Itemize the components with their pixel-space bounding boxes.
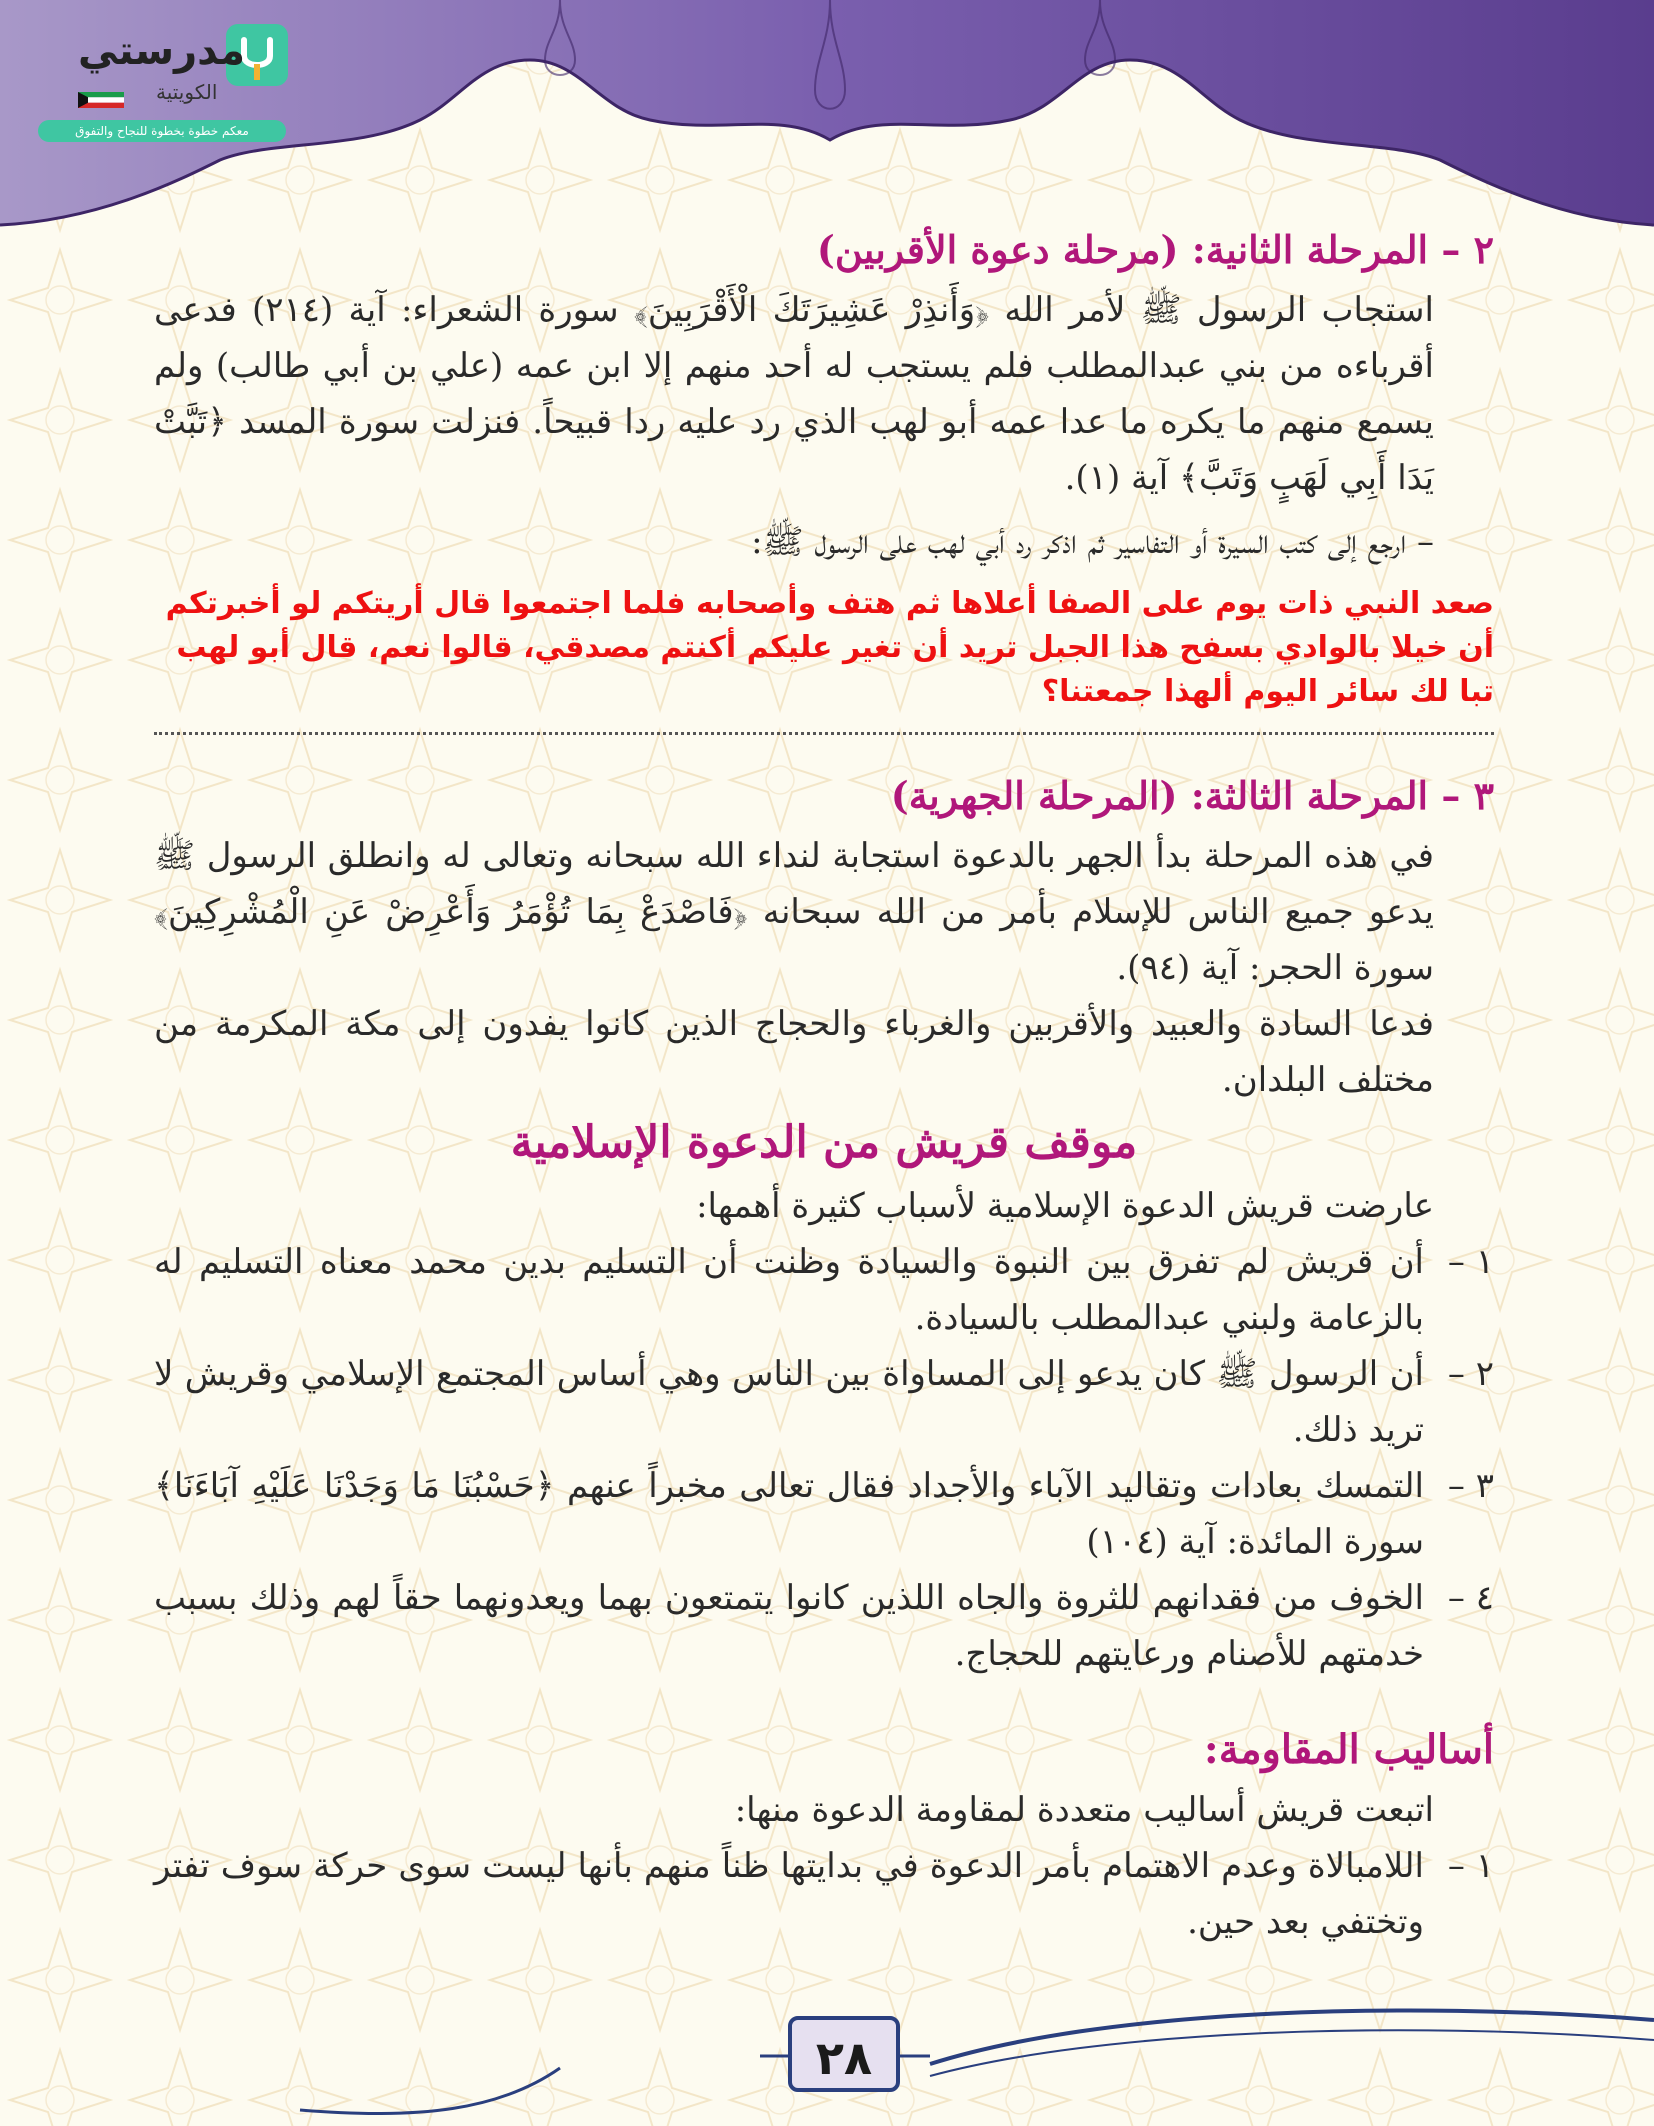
list-item-text: أن قريش لم تفرق بين النبوة والسيادة وظنت أن التسليم بدين محمد معناه التسليم له بالزعامة ولبني عبدالمطلب بالسيادة.	[154, 1242, 1424, 1338]
resistance-intro: اتبعت قريش أساليب متعددة لمقاومة الدعوة منها:	[734, 1790, 1434, 1830]
list-item	[154, 1570, 1494, 1682]
list-item-text: التمسك بعادات وتقاليد الآباء والأجداد فقال تعالى مخبراً عنهم ﴿حَسْبُنَا مَا وَجَدْنَا عَلَيْهِ آبَاءَنَا﴾ سورة المائدة: آية (١٠٤)	[154, 1466, 1424, 1562]
list-item-number: ١ –	[1447, 1846, 1494, 1886]
list-item	[154, 1234, 1494, 1346]
stage3-paragraph-2: فدعا السادة والعبيد والأقربين والغرباء والحجاج الذين كانوا يفدون إلى مكة المكرمة من مختلف البلدان.	[154, 1004, 1434, 1100]
madrasati-logo	[38, 24, 288, 138]
stage3-title: ٣ – المرحلة الثالثة: (المرحلة الجهرية)	[890, 773, 1494, 818]
logo-tagline: معكم خطوة بخطوة للنجاح والتفوق	[38, 120, 286, 142]
stage3-paragraph-1: في هذه المرحلة بدأ الجهر بالدعوة استجابة لنداء الله سبحانه وتعالى له وانطلق الرسول ﷺ يدعو جميع الناس للإسلام بأمر من الله سبحانه ﴿فَاصْدَعْ بِمَا تُؤْمَرُ وَأَعْرِضْ عَنِ الْمُشْرِكِينَ﴾ سورة الحجر: آية (٩٤).	[154, 836, 1434, 988]
answer-dotted-line	[154, 722, 1494, 735]
stage2-answer: صعد النبي ذات يوم على الصفا أعلاها ثم هتف وأصحابه فلما اجتمعوا قال أريتكم لو أخبرتكم أن خيلا بالوادي بسفح هذا الجبل تريد أن تغير عليكم أكنتم مصدقي، قالوا نعم، قال أبو لهب تبا لك سائر اليوم ألهذا جمعتنا؟	[165, 586, 1494, 709]
stage2-section	[154, 218, 1494, 735]
quraish-title: موقف قريش من الدعوة الإسلامية	[510, 1117, 1138, 1168]
stage2-title: ٢ – المرحلة الثانية: (مرحلة دعوة الأقربين)	[816, 227, 1494, 272]
stage3-section	[154, 764, 1494, 1108]
logo-subtitle: الكويتية	[156, 80, 218, 104]
quraish-intro: عارضت قريش الدعوة الإسلامية لأسباب كثيرة أهمها:	[696, 1186, 1434, 1226]
list-item-text: اللامبالاة وعدم الاهتمام بأمر الدعوة في بدايتها ظناً منهم بأنها ليست سوى حركة سوف تفتر وتختفي بعد حين.	[154, 1846, 1424, 1942]
kuwait-flag-icon	[78, 92, 124, 108]
resistance-title: أساليب المقاومة:	[1203, 1726, 1494, 1773]
stage2-paragraph: استجاب الرسول ﷺ لأمر الله ﴿وَأَنذِرْ عَشِيرَتَكَ الْأَقْرَبِينَ﴾ سورة الشعراء: آية (٢١٤) فدعى أقرباءه من بني عبدالمطلب فلم يستجب له أحد منهم إلا ابن عمه (علي بن أبي طالب) ولم يسمع منهم ما يكره ما عدا عمه أبو لهب الذي رد عليه ردا قبيحاً. فنزلت سورة المسد ﴿تَبَّتْ يَدَا أَبِي لَهَبٍ وَتَبَّ﴾ آية (١).	[154, 290, 1434, 498]
stage2-question: – ارجع إلى كتب السيرة أو التفاسير ثم اذكر رد أبي لهب على الرسول ﷺ:	[751, 522, 1434, 562]
resistance-section	[154, 1718, 1494, 1950]
list-item-number: ١ –	[1447, 1242, 1494, 1282]
list-item-text: الخوف من فقدانهم للثروة والجاه اللذين كانوا يتمتعون بهما ويعدونهما حقاً لهم وذلك بسبب خدمتهم للأصنام ورعايتهم للحجاج.	[154, 1578, 1424, 1674]
list-item	[154, 1458, 1494, 1570]
page-number: ٢٨	[788, 2016, 900, 2092]
logo-brand: مدرستي	[78, 28, 246, 74]
list-item	[154, 1838, 1494, 1950]
list-item	[154, 1346, 1494, 1458]
list-item-number: ٤ –	[1447, 1578, 1494, 1618]
list-item-number: ٢ –	[1447, 1354, 1494, 1394]
quraish-section	[154, 1108, 1494, 1682]
list-item-text: أن الرسول ﷺ كان يدعو إلى المساواة بين الناس وهي أساس المجتمع الإسلامي وقريش لا تريد ذلك.	[154, 1354, 1424, 1450]
list-item-number: ٣ –	[1447, 1466, 1494, 1506]
